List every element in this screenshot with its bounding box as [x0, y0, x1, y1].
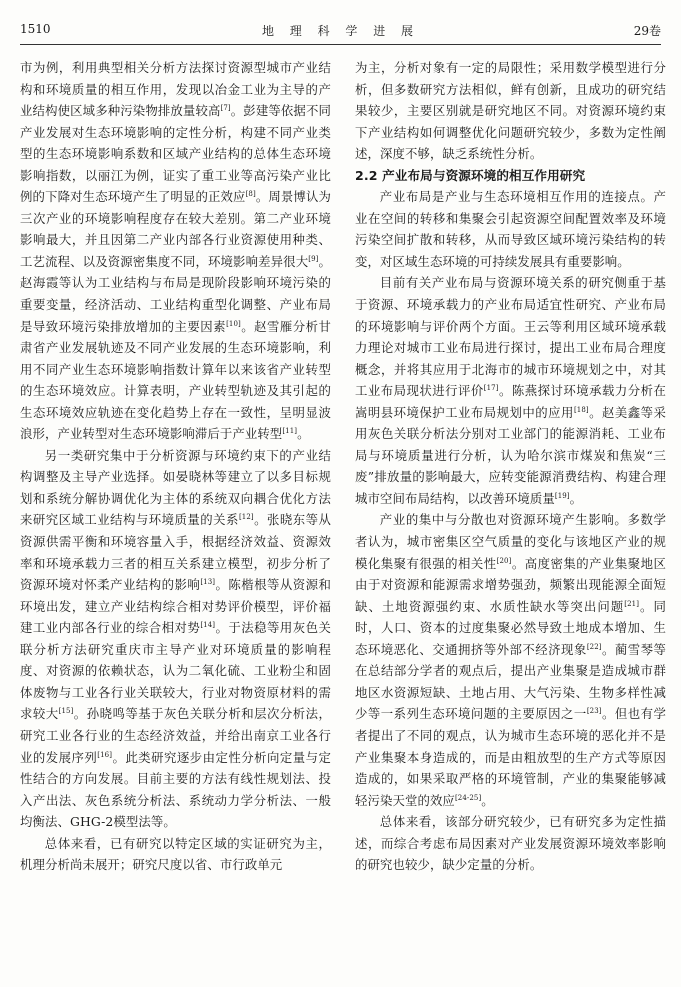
text-run: 。 [569, 490, 583, 506]
citation-ref: [22] [586, 642, 602, 651]
text-run: 目前有关产业布局与资源环境关系的研究侧重于基于资源、环境承载力的产业布局适宜性研究、产业布局的环境影响与评价两个方面。王云等利用区域环境承载力理论对城市工业布局进行探讨，提出工业布局合理度概念，并将其应用于北海市的城市环境规划之中，对其工业布局现状进行评价 [355, 275, 666, 399]
citation-ref: [23] [586, 707, 602, 716]
running-header [20, 20, 661, 45]
citation-ref: [11] [282, 427, 298, 436]
citation-ref: [21] [624, 599, 640, 608]
citation-ref: [16] [97, 750, 113, 759]
text-run: 。陈燕探讨环境承载力分析在嵩明县环境保护工业布局规划中的应用 [355, 383, 666, 420]
paragraph-right-3 [355, 272, 666, 509]
paragraph-right-2 [355, 186, 666, 272]
left-column [20, 57, 331, 876]
text-run: 。高度密集的产业集聚地区由于对资源和能源需求增势强劲，频繁出现能源全面短缺、土地资源强约束、水质性缺水等突出问题 [355, 555, 666, 614]
text-run: 。彭建等依据不同产业发展对生态环境影响的定性分析，构建不同产业类型的生态环境影响系数和区域产业结构的总体生态环境影响指数，以丽江为例，证实了重工业等高污染产业比例的下降对生态环境产生了明显的正效应 [20, 103, 331, 205]
text-run: 。此类研究逐步由定性分析向定量与定性结合的方向发展。目前主要的方法有线性规划法、投入产出法、灰色系统分析法、系统动力学分析法、一般均衡法、GHG-2模型法等。 [20, 749, 331, 830]
text-run: 。陈楷根等从资源和环境出发，建立产业结构综合相对势评价模型，评价福建工业内部各行业的综合相对势 [20, 577, 332, 636]
citation-ref: [15] [58, 707, 74, 716]
citation-ref: [18] [573, 405, 589, 414]
text-run: 。张晓东等从资源供需平衡和环境容量入手，根据经济效益、资源效率和环境承载力三者的相互关系建立模型，初步分析了资源环境对怀柔产业结构的影响 [20, 512, 331, 593]
text-run: 。蔺雪琴等在总结部分学者的观点后，提出产业集聚是造成城市群地区水资源短缺、土地占用、大气污染、生物多样性减少等一系列生态环境问题的主要原因之一 [355, 641, 667, 722]
citation-ref: [10] [226, 319, 241, 328]
citation-ref: [7] [220, 104, 231, 113]
citation-ref: [20] [496, 556, 512, 565]
text-run: 市为例，利用典型相关分析方法探讨资源型城市产业结构和环境质量的相互作用，发现以冶金工业为主导的产业结构使区域多种污染物排放量较高 [20, 60, 331, 119]
text-run: 。但也有学者提出了不同的观点，认为城市生态环境的恶化并不是产业集聚本身造成的，而是由粗放型的生产方式等原因造成的，如果采取严格的环境管制，产业的集聚能够减轻污染天堂的效应 [355, 706, 667, 808]
text-run: 总体来看，已有研究以特定区域的实证研究为主，机理分析尚未展开；研究尺度以省、市行政单元 [20, 835, 331, 873]
citation-ref: [12] [238, 513, 254, 522]
text-run: 。周景博认为三次产业的环境影响程度存在较大差别。第二产业环境影响最大，并且因第二产业内部各行业资源使用种类、工艺流程、以及资源密集度不同，环境影响差异很大 [20, 189, 331, 269]
paragraph-left-1 [20, 57, 331, 445]
citation-ref: [17] [483, 384, 499, 393]
citation-ref: [24-25] [454, 793, 482, 802]
paragraph-left-3 [20, 833, 331, 876]
paragraph-left-2 [20, 445, 331, 833]
citation-ref: [19] [554, 491, 570, 500]
section-heading: 2.2 产业布局与资源环境的相互作用研究 [355, 167, 586, 183]
text-run: 。孙晓鸣等基于灰色关联分析和层次分析法，研究工业各行业的生态经济效益，并给出南京工业各行业的发展序列 [20, 706, 331, 765]
text-run: 。赵海霞等认为工业结构与布局是现阶段影响环境污染的重要变量，经济活动、工业结构重型化调整、产业布局是导致环境污染排放增加的主要因素 [20, 253, 331, 334]
text-run: 产业布局是产业与生态环境相互作用的连接点。产业在空间的转移和集聚会引起资源空间配置效率及环境污染空间扩散和转移，从而导致区域环境污染结构的转变，对区域生态环境的可持续发展具有重要影响。 [355, 189, 666, 269]
text-run: 。于法稳等用灰色关联分析方法研究重庆市主导产业对环境质量的影响程度、对资源的依赖状态，认为二氧化硫、工业粉尘和固体废物与工业各行业关联较大，行业对物资原材料的需求较大 [20, 620, 332, 722]
paragraph-right-4 [355, 509, 666, 811]
volume-label: 29卷 [633, 24, 661, 38]
text-run: 总体来看，该部分研究较少，已有研究多为定性描述，而综合考虑布局因素对产业发展资源环境效率影响的研究也较少，缺少定量的分析。 [355, 814, 666, 873]
right-column [355, 57, 666, 876]
text-run: 另一类研究集中于分析资源与环境约束下的产业结构调整及主导产业选择。如晏晓林等建立了以多目标规划和系统分解协调优化为主体的系统双向耦合优化方法来研究区域工业结构与环境质量的关系 [20, 447, 331, 528]
page-number: 1510 [20, 22, 51, 36]
text-run: 产业的集中与分散也对资源环境产生影响。多数学者认为，城市密集区空气质量的变化与该地区产业的规模化集聚有很强的相关性 [355, 512, 666, 571]
citation-ref: [13] [200, 578, 216, 587]
text-run: 。 [481, 792, 494, 808]
text-run: 为主，分析对象有一定的局限性；采用数学模型进行分析，但多数研究方法相似，鲜有创新，且成功的研究结果较少，主要区别就是研究地区不同。对资源环境约束下产业结构如何调整优化问题研究较少，多数为定性阐述，深度不够，缺乏系统性分析。 [355, 60, 666, 162]
paragraph-right-5 [355, 811, 666, 876]
citation-ref: [8] [245, 190, 256, 199]
citation-ref: [14] [200, 621, 216, 630]
text-run: 。赵美鑫等采用灰色关联分析法分别对工业部门的能源消耗、工业布局与环境质量进行分析，认为哈尔滨市煤炭和焦炭“三废”排放量的影响最大，应转变能源消费结构、构建合理城市空间布局结构，以改善环境质量 [355, 404, 666, 506]
text-run: 。赵雪雁分析甘肃省产业发展轨迹及不同产业发展的生态环境影响，利用不同产业生态环境影响指数计算年以来该省产业转型的生态环境效应。计算表明，产业转型轨迹及其引起的生态环境效应轨迹在变化趋势上存在一致性，呈明显波浪形，产业转型对生态环境影响滞后于产业转型 [20, 318, 331, 442]
text-run: 。 [297, 426, 310, 442]
journal-title: 地 理 科 学 进 展 [261, 24, 420, 38]
paragraph-right-1 [355, 57, 666, 165]
citation-ref: [9] [308, 254, 319, 263]
text-run: 。同时，人口、资本的过度集聚必然导致土地成本增加、生态环境恶化、交通拥挤等外部不经济现象 [355, 598, 667, 657]
